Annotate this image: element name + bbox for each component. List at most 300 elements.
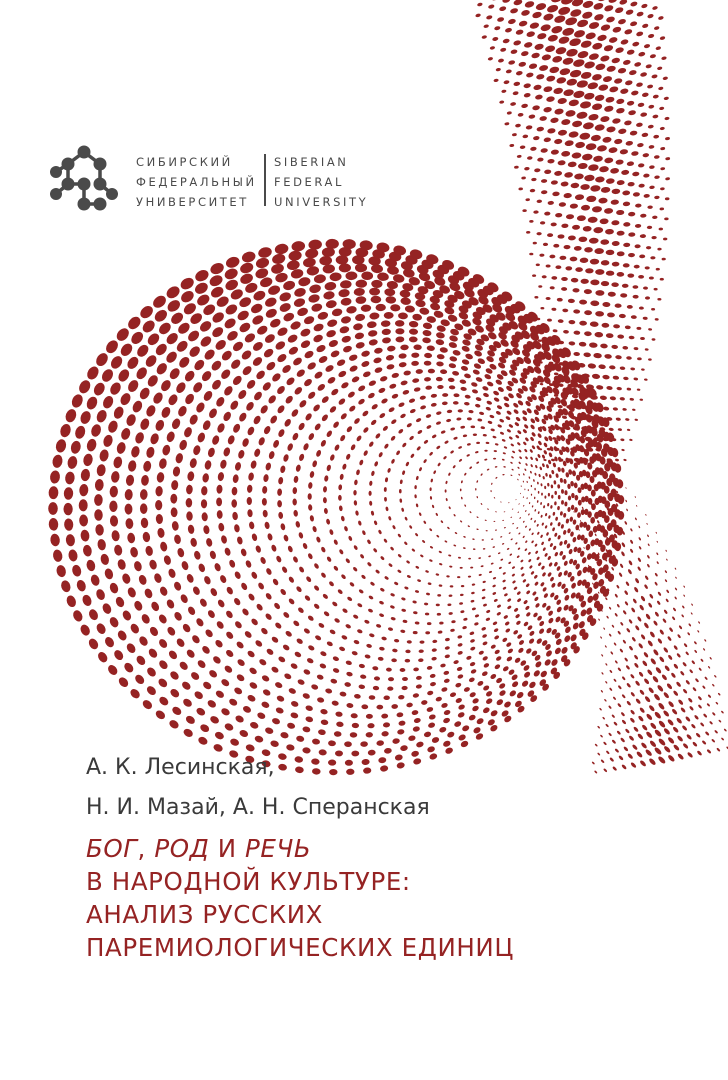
swirl-dot [666, 589, 670, 593]
swirl-dot [527, 156, 533, 160]
swirl-dot [594, 124, 605, 132]
swirl-dot [580, 71, 592, 80]
swirl-dot [187, 605, 197, 616]
swirl-dot [528, 559, 532, 563]
swirl-dot [471, 705, 479, 713]
swirl-dot [630, 691, 635, 697]
swirl-dot [522, 416, 528, 422]
swirl-dot [273, 602, 281, 610]
swirl-dot [425, 612, 430, 615]
swirl-dot [129, 687, 142, 700]
swirl-dot [443, 709, 451, 716]
swirl-dot [292, 487, 297, 494]
swirl-dot [488, 57, 494, 61]
swirl-dot [175, 339, 190, 354]
swirl-dot [183, 392, 195, 405]
swirl-dot [632, 598, 637, 604]
swirl-dot [508, 532, 511, 534]
swirl-dot [618, 685, 623, 690]
swirl-dot [195, 401, 207, 414]
swirl-dot [416, 676, 422, 681]
swirl-dot [262, 510, 268, 518]
swirl-dot [469, 691, 477, 698]
swirl-dot [131, 399, 144, 414]
swirl-dot [324, 508, 329, 515]
swirl-dot [425, 631, 430, 634]
swirl-dot [361, 530, 366, 536]
swirl-dot [608, 0, 618, 4]
swirl-dot [530, 146, 537, 151]
swirl-dot [109, 354, 125, 371]
swirl-dot [438, 550, 442, 553]
swirl-dot [288, 687, 297, 695]
swirl-dot [663, 96, 669, 100]
swirl-dot [640, 337, 645, 340]
swirl-dot [293, 386, 303, 396]
swirl-dot [470, 600, 474, 603]
swirl-dot [622, 408, 627, 411]
swirl-dot [240, 349, 253, 362]
swirl-dot [386, 363, 395, 370]
swirl-dot [524, 489, 525, 491]
swirl-dot [680, 670, 685, 676]
swirl-dot [182, 697, 194, 708]
swirl-dot [647, 205, 653, 209]
swirl-dot [500, 431, 505, 435]
swirl-dot [361, 410, 369, 418]
swirl-dot [621, 449, 625, 452]
swirl-dot [654, 572, 658, 577]
swirl-dot [169, 687, 181, 699]
swirl-dot [346, 425, 354, 433]
swirl-dot [361, 271, 373, 280]
swirl-dot [664, 217, 669, 220]
swirl-dot [647, 555, 651, 559]
swirl-dot [624, 28, 633, 35]
swirl-dot [493, 628, 499, 633]
swirl-dot [630, 130, 638, 136]
swirl-dot [355, 296, 366, 304]
swirl-dot [532, 11, 543, 19]
swirl-dot [593, 2, 604, 11]
swirl-dot [624, 521, 627, 525]
swirl-dot [535, 465, 538, 469]
swirl-dot [366, 732, 374, 738]
swirl-dot [649, 631, 656, 638]
swirl-dot [594, 743, 597, 747]
swirl-dot [718, 692, 721, 695]
swirl-dot [535, 457, 539, 461]
swirl-dot [463, 536, 466, 538]
swirl-dot [677, 634, 681, 639]
swirl-dot [205, 537, 213, 547]
swirl-dot [674, 587, 677, 591]
swirl-dot [201, 645, 212, 656]
title-separator: И [209, 834, 246, 863]
swirl-dot [528, 551, 532, 555]
swirl-dot [451, 620, 456, 624]
swirl-dot [461, 585, 465, 587]
swirl-dot [605, 597, 608, 601]
swirl-dot [379, 375, 388, 382]
swirl-dot [494, 26, 501, 31]
swirl-dot [472, 583, 476, 586]
swirl-dot [425, 413, 431, 418]
swirl-dot [199, 597, 209, 608]
swirl-dot [512, 450, 516, 454]
swirl-dot [544, 436, 550, 442]
swirl-dot [483, 662, 490, 668]
swirl-dot [571, 152, 581, 159]
swirl-dot [528, 680, 537, 689]
swirl-dot [507, 18, 516, 25]
swirl-dot [184, 714, 196, 725]
swirl-dot [537, 482, 539, 485]
swirl-dot [584, 174, 595, 181]
swirl-dot [476, 496, 478, 499]
swirl-dot [524, 167, 530, 171]
swirl-dot [513, 629, 519, 635]
swirl-dot [526, 125, 533, 130]
swirl-dot [597, 520, 600, 524]
swirl-dot [636, 327, 641, 330]
swirl-dot [181, 623, 192, 634]
swirl-dot [504, 527, 506, 529]
swirl-dot [574, 482, 578, 488]
swirl-dot [682, 688, 688, 694]
swirl-dot [95, 524, 104, 536]
swirl-dot [373, 548, 378, 553]
swirl-dot [325, 329, 337, 339]
swirl-dot [623, 222, 630, 227]
swirl-dot [463, 434, 468, 437]
swirl-dot [141, 698, 154, 711]
swirl-dot [567, 484, 571, 489]
swirl-dot [645, 266, 650, 269]
swirl-dot [141, 475, 150, 487]
swirl-dot [485, 697, 493, 705]
swirl-dot [328, 580, 335, 587]
swirl-dot [640, 742, 647, 750]
swirl-dot [556, 566, 561, 572]
swirl-dot [517, 547, 520, 550]
swirl-dot [523, 41, 533, 48]
swirl-dot [271, 717, 281, 725]
swirl-dot [639, 689, 645, 696]
swirl-dot [627, 182, 634, 187]
swirl-dot [606, 386, 613, 391]
swirl-dot [530, 424, 536, 430]
swirl-dot [685, 716, 691, 723]
swirl-dot [685, 651, 689, 656]
swirl-dot [634, 265, 640, 269]
swirl-dot [518, 449, 522, 453]
swirl-dot [620, 39, 629, 46]
swirl-dot [572, 58, 585, 68]
swirl-dot [103, 567, 114, 580]
swirl-dot [202, 389, 214, 402]
swirl-dot [687, 751, 694, 758]
swirl-dot [638, 642, 644, 649]
swirl-dot [290, 700, 299, 708]
swirl-dot [397, 569, 402, 573]
title-word: РОД [154, 834, 210, 863]
swirl-dot [591, 761, 595, 765]
swirl-dot [392, 648, 398, 652]
swirl-dot [416, 684, 423, 689]
swirl-dot [640, 214, 647, 218]
swirl-dot [74, 425, 87, 440]
swirl-dot [639, 254, 645, 258]
swirl-dot [611, 57, 621, 64]
swirl-dot [282, 643, 291, 651]
swirl-dot [651, 308, 655, 311]
swirl-dot [429, 752, 438, 760]
swirl-dot [470, 646, 476, 651]
swirl-dot [475, 488, 476, 491]
swirl-dot [543, 593, 549, 599]
swirl-dot [537, 511, 539, 514]
swirl-dot [652, 675, 660, 683]
swirl-dot [401, 507, 404, 512]
swirl-dot [601, 323, 609, 328]
swirl-dot [94, 494, 103, 506]
swirl-dot [307, 615, 315, 622]
swirl-dot [333, 565, 339, 572]
swirl-dot [50, 533, 61, 547]
swirl-dot [625, 80, 633, 86]
swirl-dot [339, 505, 343, 511]
swirl-dot [598, 618, 600, 621]
swirl-dot [183, 369, 196, 383]
swirl-dot [610, 651, 614, 655]
swirl-dot [330, 388, 340, 397]
swirl-dot [386, 667, 392, 671]
swirl-dot [637, 388, 641, 391]
swirl-dot [476, 442, 480, 445]
swirl-dot [540, 515, 543, 518]
swirl-dot [70, 393, 85, 410]
swirl-dot [425, 385, 432, 390]
swirl-dot [398, 312, 408, 319]
swirl-dot [519, 456, 523, 460]
swirl-dot [530, 464, 533, 468]
swirl-dot [586, 0, 598, 1]
swirl-dot [48, 502, 58, 515]
swirl-dot [153, 572, 163, 584]
swirl-dot [282, 611, 290, 619]
swirl-dot [572, 470, 577, 476]
swirl-dot [192, 358, 206, 372]
swirl-dot [573, 309, 580, 314]
swirl-dot [101, 394, 115, 410]
swirl-dot [357, 384, 366, 392]
swirl-dot [638, 525, 641, 528]
swirl-dot [487, 508, 489, 510]
swirl-dot [548, 201, 555, 205]
swirl-dot [539, 466, 542, 470]
swirl-dot [121, 572, 132, 584]
swirl-dot [409, 336, 418, 342]
swirl-dot [489, 414, 495, 419]
swirl-dot [154, 419, 166, 432]
swirl-dot [413, 344, 422, 350]
swirl-dot [609, 687, 613, 691]
swirl-dot [623, 376, 629, 380]
swirl-dot [494, 635, 500, 641]
swirl-dot [391, 393, 399, 400]
swirl-dot [304, 412, 313, 421]
swirl-dot [318, 622, 325, 629]
swirl-dot [209, 550, 217, 560]
swirl-dot [547, 128, 556, 134]
swirl-dot [534, 660, 542, 668]
swirl-dot [482, 588, 486, 591]
swirl-dot [634, 62, 642, 68]
swirl-dot [261, 381, 272, 392]
swirl-dot [523, 599, 528, 604]
swirl-dot [538, 628, 545, 635]
swirl-dot [549, 255, 555, 259]
swirl-dot [277, 428, 286, 438]
swirl-dot [448, 377, 455, 382]
swirl-dot [219, 368, 232, 381]
swirl-dot [526, 31, 536, 38]
swirl-dot [659, 106, 665, 110]
swirl-dot [302, 692, 311, 699]
swirl-dot [480, 473, 483, 476]
swirl-dot [703, 713, 708, 718]
swirl-dot [464, 504, 467, 507]
swirl-dot [577, 512, 581, 518]
swirl-dot [255, 256, 271, 269]
swirl-dot [447, 409, 453, 413]
swirl-dot [265, 648, 274, 657]
swirl-dot [616, 604, 620, 608]
swirl-dot [342, 463, 347, 470]
swirl-dot [145, 404, 158, 418]
swirl-dot [326, 318, 338, 328]
swirl-dot [189, 458, 198, 469]
swirl-dot [598, 591, 600, 594]
swirl-dot [191, 634, 202, 645]
swirl-dot [392, 525, 396, 530]
swirl-dot [481, 35, 487, 39]
swirl-dot [400, 344, 409, 350]
swirl-dot [437, 594, 441, 597]
swirl-dot [157, 638, 168, 650]
swirl-dot [414, 494, 417, 498]
swirl-dot [490, 490, 492, 492]
swirl-dot [600, 343, 608, 348]
swirl-dot [235, 640, 245, 650]
swirl-dot [648, 358, 652, 361]
swirl-dot [638, 163, 645, 168]
swirl-dot [571, 493, 575, 498]
swirl-dot [683, 585, 685, 588]
swirl-dot [300, 339, 312, 350]
swirl-dot [415, 299, 427, 308]
swirl-dot [523, 480, 525, 482]
swirl-dot [657, 591, 661, 596]
swirl-dot [382, 425, 389, 432]
swirl-dot [232, 512, 238, 521]
swirl-dot [534, 581, 539, 586]
swirl-dot [660, 278, 664, 281]
swirl-dot [149, 432, 160, 445]
swirl-dot [278, 477, 284, 485]
swirl-dot [449, 334, 459, 342]
swirl-dot [639, 760, 647, 768]
swirl-dot [561, 500, 564, 505]
swirl-dot [581, 205, 590, 211]
swirl-dot [552, 55, 563, 63]
swirl-dot [338, 646, 345, 652]
swirl-dot [549, 543, 553, 548]
swirl-dot [484, 458, 487, 461]
swirl-dot [354, 694, 361, 699]
swirl-dot [497, 604, 502, 608]
swirl-dot [632, 744, 639, 751]
swirl-dot [518, 532, 521, 535]
swirl-dot [458, 704, 466, 711]
swirl-dot [564, 490, 567, 495]
swirl-dot [503, 466, 506, 468]
swirl-dot [220, 707, 231, 717]
swirl-dot [541, 565, 546, 570]
swirl-dot [628, 232, 635, 237]
swirl-dot [698, 704, 703, 709]
swirl-dot [346, 596, 352, 602]
swirl-dot [336, 721, 344, 727]
swirl-dot [573, 330, 580, 335]
swirl-dot [95, 622, 108, 636]
swirl-dot [429, 528, 433, 532]
swirl-dot [276, 385, 287, 396]
swirl-dot [592, 206, 602, 213]
swirl-dot [694, 641, 698, 645]
swirl-dot [127, 460, 137, 473]
swirl-dot [405, 461, 410, 466]
swirl-dot [359, 459, 364, 466]
swirl-dot [518, 473, 520, 475]
swirl-dot [596, 385, 604, 390]
swirl-dot [645, 748, 653, 756]
swirl-dot [626, 628, 631, 633]
swirl-dot [48, 486, 58, 499]
swirl-dot [430, 673, 436, 678]
swirl-dot [201, 486, 208, 496]
swirl-dot [623, 459, 627, 462]
swirl-dot [564, 594, 571, 601]
swirl-dot [398, 695, 405, 700]
swirl-dot [630, 1, 638, 7]
swirl-dot [166, 625, 177, 637]
swirl-dot [269, 414, 278, 424]
swirl-dot [117, 676, 130, 689]
swirl-dot [525, 605, 531, 611]
title-line: В НАРОДНОЙ КУЛЬТУРЕ: [86, 867, 411, 896]
swirl-dot [427, 622, 432, 625]
swirl-dot [631, 607, 636, 613]
swirl-dot [701, 740, 706, 745]
swirl-dot [341, 634, 348, 640]
swirl-dot [548, 537, 552, 542]
swirl-dot [523, 83, 531, 89]
swirl-dot [513, 81, 520, 86]
swirl-dot [526, 231, 530, 234]
swirl-dot [448, 612, 452, 615]
